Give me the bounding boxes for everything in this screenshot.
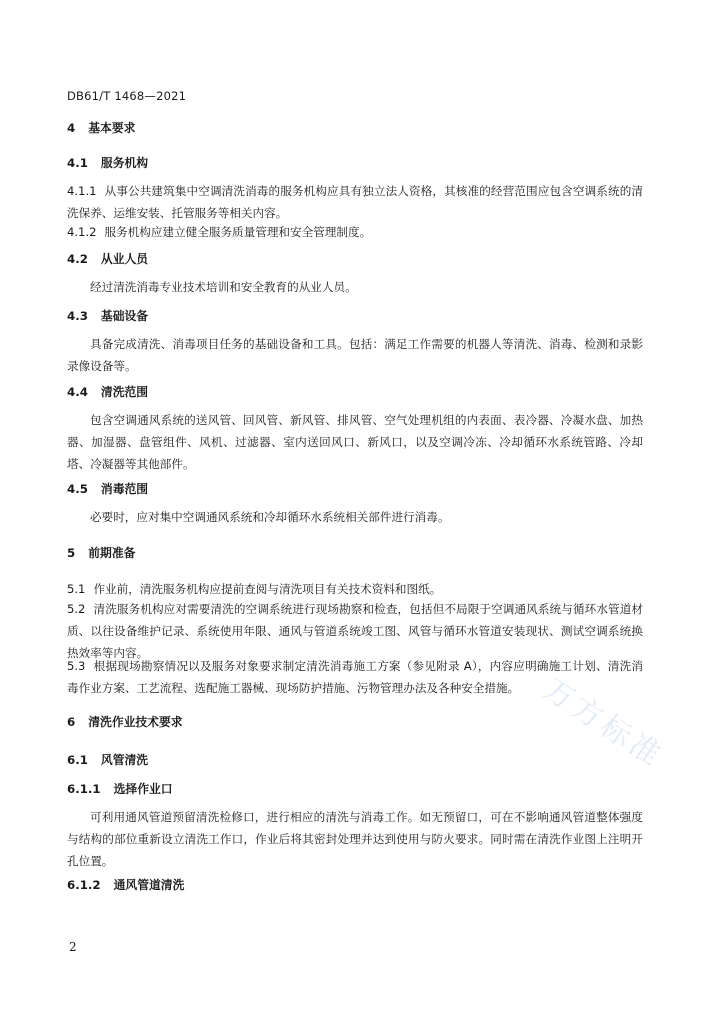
section-4-3-heading [67,305,643,327]
section-number: 4.3 [67,309,88,323]
clause-4-1-2 [67,221,643,243]
section-4-heading [67,117,643,139]
clause-4-1-1 [67,180,643,224]
section-4-4-heading [67,381,643,403]
section-4-5-text: 必要时，应对集中空调通风系统和冷却循环水系统相关部件进行消毒。 [90,510,450,524]
section-4-2-text: 经过清洗消毒专业技术培训和安全教育的从业人员。 [90,280,357,294]
clause-text: 作业前，清洗服务机构应提前查阅与清洗项目有关技术资料和图纸。 [93,582,442,596]
clause-number: 5.2 [67,602,86,616]
clause-5-1 [67,578,643,600]
clause-text: 服务机构应建立健全服务质量管理和安全管理制度。 [104,225,372,239]
section-4-4-text: 包含空调通风系统的送风管、回风管、新风管、排风管、空气处理机组的内表面、表冷器、冷凝水盘、加热器、加湿器、盘管组件、风机、过滤器、室内送回风口、新风口，以及空调冷冻、冷却循环水系统管路、冷却塔、冷凝器等其他部件。 [67,413,643,471]
section-4-5-heading [67,478,643,500]
document-code: DB61/T 1468—2021 [67,89,187,103]
page-number: 2 [69,940,77,954]
section-6-heading [67,711,643,733]
section-title: 基本要求 [88,121,136,135]
section-number: 4.2 [67,252,88,266]
section-title: 风管清洗 [100,753,149,767]
section-number: 4 [67,121,76,135]
clause-text: 根据现场勘察情况以及服务对象要求制定清洗消毒施工方案（参见附录 A），内容应明确施工计划、清洗消毒作业方案、工艺流程、选配施工器械、现场防护措施、污物管理办法及各种安全措施。 [67,659,643,695]
section-title: 清洗作业技术要求 [88,715,183,729]
section-title: 基础设备 [100,309,149,323]
section-title: 消毒范围 [100,482,149,496]
clause-number: 5.1 [67,582,86,596]
section-title: 从业人员 [100,252,149,266]
section-title: 选择作业口 [113,782,173,796]
section-number: 6.1.1 [67,782,101,796]
section-4-2-heading [67,248,643,270]
section-5-heading [67,542,643,564]
section-number: 4.1 [67,156,88,170]
section-6-1-1-text: 可利用通风管道预留清洗检修口，进行相应的清洗与消毒工作。如无预留口，可在不影响通风管道整体强度与结构的部位重新设立清洗工作口，作业后将其密封处理并达到使用与防火要求。同时需在清洗作业图上注明开孔位置。 [67,810,643,868]
clause-number: 5.3 [67,659,86,673]
section-6-1-2-heading [67,874,643,896]
clause-number: 4.1.2 [67,225,97,239]
clause-number: 4.1.1 [67,184,97,198]
section-number: 4.4 [67,385,88,399]
section-title: 服务机构 [100,156,149,170]
section-6-1-1-heading [67,778,643,800]
section-title: 前期准备 [88,546,136,560]
section-number: 4.5 [67,482,88,496]
section-number: 6.1 [67,753,88,767]
section-6-1-heading [67,749,643,771]
watermark: 万方标准 [536,671,670,776]
clause-text: 从事公共建筑集中空调清洗消毒的服务机构应具有独立法人资格，其核准的经营范围应包含空调系统的清洗保养、运维安装、托管服务等相关内容。 [67,184,643,220]
section-number: 5 [67,546,76,560]
clause-5-3 [67,655,643,699]
section-title: 清洗范围 [100,385,149,399]
section-4-3-text: 具备完成清洗、消毒项目任务的基础设备和工具。包括：满足工作需要的机器人等清洗、消毒、检测和录影录像设备等。 [67,337,643,373]
clause-text: 清洗服务机构应对需要清洗的空调系统进行现场勘察和检查，包括但不局限于空调通风系统与循环水管道材质、以往设备维护记录、系统使用年限、通风与管道系统竣工图、风管与循环水管道安装现状、测试空调系统换热效率等内容。 [67,602,643,660]
section-title: 通风管道清洗 [113,878,185,892]
section-number: 6.1.2 [67,878,101,892]
section-4-1-heading [67,152,643,174]
section-number: 6 [67,715,76,729]
